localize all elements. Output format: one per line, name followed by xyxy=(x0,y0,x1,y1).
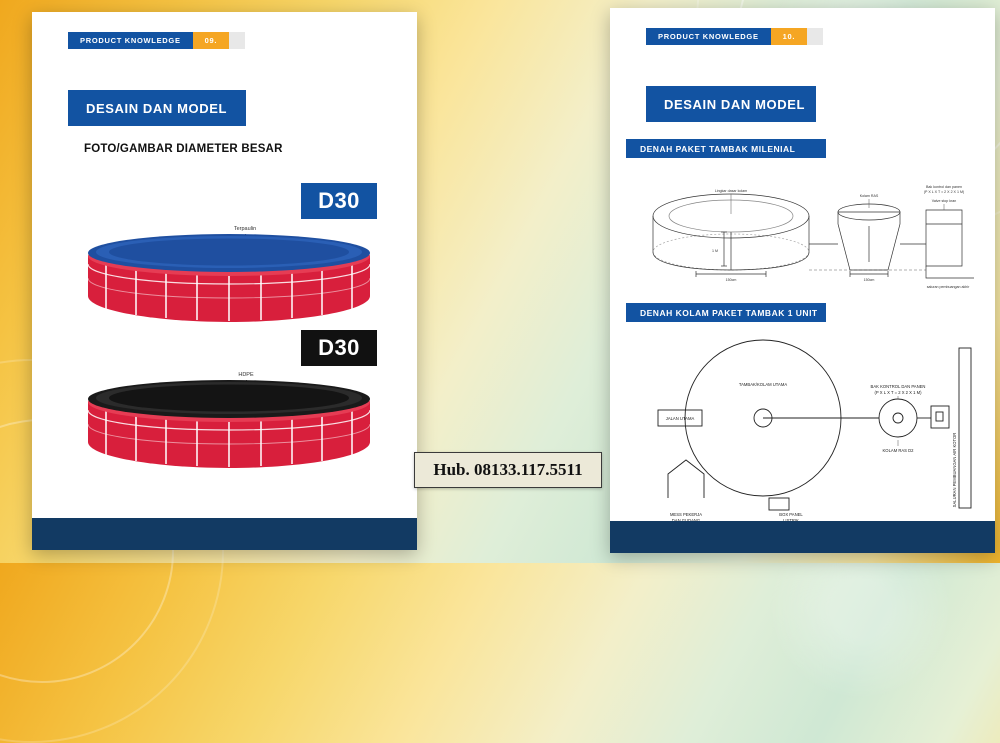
ribbon-page-number: 10. xyxy=(771,28,808,45)
svg-text:Lingkar dasar kolam: Lingkar dasar kolam xyxy=(714,189,748,193)
svg-text:JALAN UTAMA: JALAN UTAMA xyxy=(665,416,695,421)
diagram-denah-kolam-paket-tambak-1-unit xyxy=(626,330,979,528)
ribbon-label: PRODUCT KNOWLEDGE xyxy=(68,32,193,49)
svg-text:BAK KONTROL DAN PANEN: BAK KONTROL DAN PANEN xyxy=(870,384,926,389)
svg-text:(P X L X T = 2 X 2 X 1 M): (P X L X T = 2 X 2 X 1 M) xyxy=(874,390,922,395)
svg-text:1 M: 1 M xyxy=(712,249,718,253)
ribbon-label: PRODUCT KNOWLEDGE xyxy=(646,28,771,45)
slide-page-left xyxy=(32,12,417,550)
callout-hdpe-label: HDPE xyxy=(238,372,254,378)
tank-illustration-hdpe xyxy=(84,380,374,470)
svg-text:MESS PEKERJA: MESS PEKERJA xyxy=(669,512,703,517)
slide-page-right xyxy=(610,8,995,553)
footer-bar-right xyxy=(610,521,995,553)
svg-text:BOX PANEL: BOX PANEL xyxy=(779,512,803,517)
svg-text:TAMBAK/KOLAM UTAMA: TAMBAK/KOLAM UTAMA xyxy=(738,382,788,387)
diagram-denah-paket-tambak-milenial xyxy=(626,166,979,294)
footer-bar-left xyxy=(32,518,417,550)
svg-text:KOLAM RAS D2: KOLAM RAS D2 xyxy=(882,448,914,453)
page-subtitle-left: FOTO/GAMBAR DIAMETER BESAR xyxy=(84,143,283,155)
section-header-denah-paket-tambak-milenial: DENAH PAKET TAMBAK MILENIAL xyxy=(626,139,826,158)
svg-text:(P X L X T = 2 X 2 X 1 M): (P X L X T = 2 X 2 X 1 M) xyxy=(923,190,965,194)
contact-phone-box: Hub. 08133.117.5511 xyxy=(414,452,602,488)
ribbon-tail xyxy=(807,28,823,45)
page-title-right: DESAIN DAN MODEL xyxy=(646,86,816,122)
svg-text:150cm: 150cm xyxy=(725,278,737,282)
badge-d30-bottom: D30 xyxy=(301,330,377,366)
svg-text:Bak kontrol dan panen: Bak kontrol dan panen xyxy=(926,185,962,189)
svg-text:Valve stop kran: Valve stop kran xyxy=(931,199,957,203)
tank-illustration-terpaulin xyxy=(84,234,374,324)
section-header-denah-kolam-paket-tambak-1-unit: DENAH KOLAM PAKET TAMBAK 1 UNIT xyxy=(626,303,826,322)
page-title-left: DESAIN DAN MODEL xyxy=(68,90,246,126)
svg-text:Kolam RAS: Kolam RAS xyxy=(859,194,879,198)
ribbon-tail xyxy=(229,32,245,49)
ribbon-right xyxy=(646,28,823,45)
svg-text:150cm: 150cm xyxy=(863,278,875,282)
callout-terpaulin-label: Terpaulin xyxy=(233,226,257,232)
svg-text:SALURAN PEMBUANGAN AIR KOTOR: SALURAN PEMBUANGAN AIR KOTOR xyxy=(952,432,957,508)
badge-d30-top: D30 xyxy=(301,183,377,219)
ribbon-page-number: 09. xyxy=(193,32,230,49)
ribbon-left xyxy=(68,32,245,49)
svg-text:saluran pembuangan akhir: saluran pembuangan akhir xyxy=(926,285,970,289)
